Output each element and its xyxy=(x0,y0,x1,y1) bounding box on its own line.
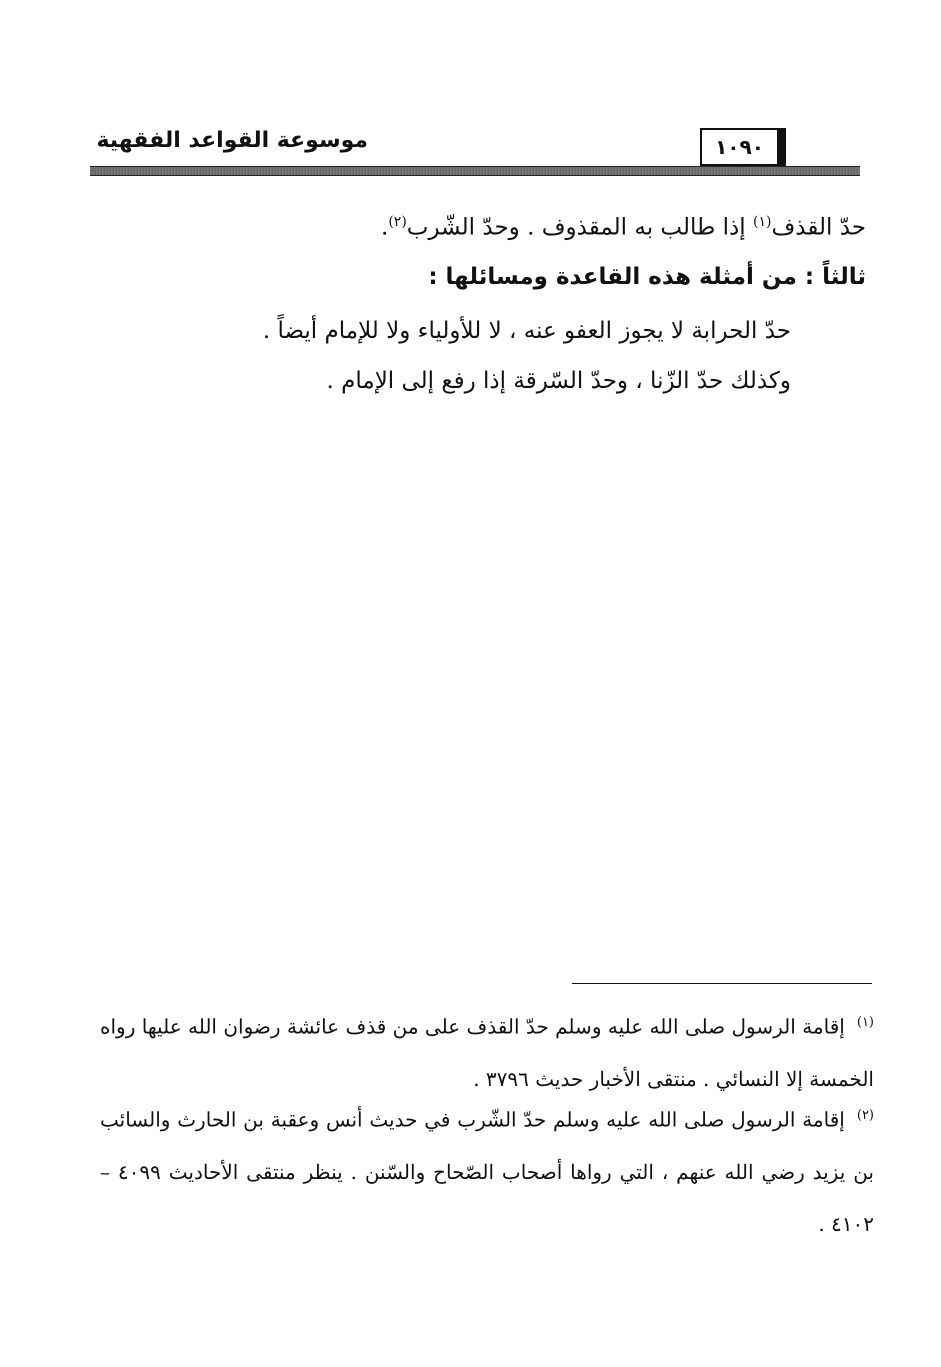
footnote-ref-2: (٢) xyxy=(388,214,407,230)
header-divider xyxy=(90,166,860,176)
footnote-1-number: (١) xyxy=(856,1015,874,1030)
footnote-2 xyxy=(100,1090,874,1250)
body-line-3: حدّ الحرابة لا يجوز العفو عنه ، لا للأولياء ولا للإمام أيضاً . xyxy=(262,318,791,344)
body-line-1-text-a: حدّ القذف xyxy=(771,214,866,241)
footnote-divider xyxy=(572,983,872,984)
footnote-1 xyxy=(100,997,874,1105)
body-line-1-text-b: إذا طالب به المقذوف . وحدّ الشّرب xyxy=(406,214,753,241)
section-heading: ثالثاً : من أمثلة هذه القاعدة ومسائلها : xyxy=(428,264,866,290)
body-line-1 xyxy=(100,214,866,241)
footnote-2-text: إقامة الرسول صلى الله عليه وسلم حدّ الشّرب في حديث أنس وعقبة بن الحارث والسائب بن يزيد رضي الله عنهم ، التي رواها أصحاب الصّحاح والسّنن . ينظر منتقى الأحاديث ٤٠٩٩ – ٤١٠٢ . xyxy=(100,1107,874,1236)
footnote-2-number: (٢) xyxy=(856,1108,874,1123)
footnote-ref-1: (١) xyxy=(752,214,772,230)
page-number: ١٠٩٠ xyxy=(700,128,786,166)
footnote-1-text: إقامة الرسول صلى الله عليه وسلم حدّ القذف على من قذف عائشة رضوان الله عليها رواه الخمسة إلا النسائي . منتقى الأخبار حديث ٣٧٩٦ . xyxy=(100,1014,874,1091)
running-header-title: موسوعة القواعد الفقهية xyxy=(96,128,368,153)
body-line-4: وكذلك حدّ الزّنا ، وحدّ السّرقة إذا رفع إلى الإمام . xyxy=(326,368,791,394)
body-line-1-text-c: . xyxy=(381,214,389,241)
